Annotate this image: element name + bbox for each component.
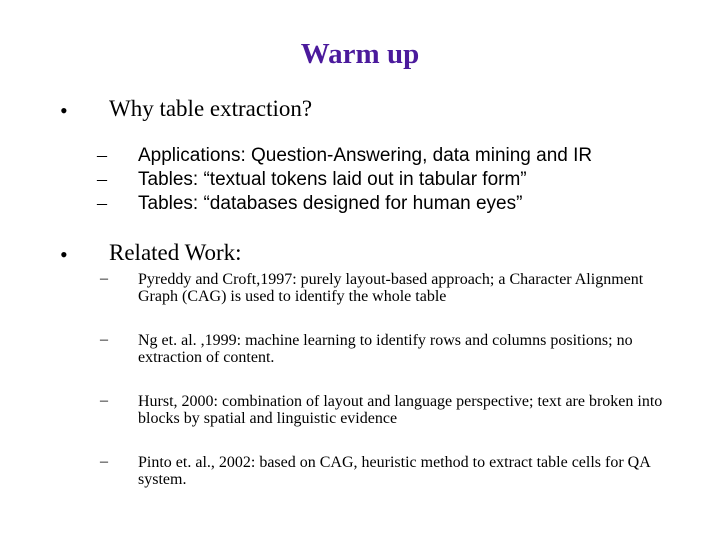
list-item: Pinto et. al., 2002: based on CAG, heuristic method to extract table cells for QA system. bbox=[138, 454, 650, 488]
dash-icon: – bbox=[97, 168, 107, 190]
section-heading-related: Related Work: bbox=[109, 240, 242, 265]
list-item: Tables: “textual tokens laid out in tabular form” bbox=[138, 169, 527, 190]
bullet-icon: • bbox=[60, 98, 68, 123]
list-item: Ng et. al. ,1999: machine learning to identify rows and columns positions; no extraction of content. bbox=[138, 332, 633, 366]
list-item: Tables: “databases designed for human eyes” bbox=[138, 193, 523, 214]
section-heading-why: Why table extraction? bbox=[109, 96, 313, 121]
dash-icon: – bbox=[97, 192, 107, 214]
slide-title: Warm up bbox=[300, 38, 420, 70]
dash-icon: – bbox=[100, 392, 108, 409]
dash-icon: – bbox=[100, 270, 108, 287]
dash-icon: – bbox=[100, 453, 108, 470]
dash-icon: – bbox=[97, 144, 107, 166]
list-item: Hurst, 2000: combination of layout and language perspective; text are broken into blocks by spatial and linguistic evidence bbox=[138, 393, 663, 427]
bullet-icon: • bbox=[60, 242, 68, 267]
list-item: Pyreddy and Croft,1997: purely layout-based approach; a Character Alignment Graph (CAG) is used to identify the whole table bbox=[138, 271, 644, 305]
list-item: Applications: Question-Answering, data mining and IR bbox=[138, 145, 593, 166]
dash-icon: – bbox=[100, 331, 108, 348]
